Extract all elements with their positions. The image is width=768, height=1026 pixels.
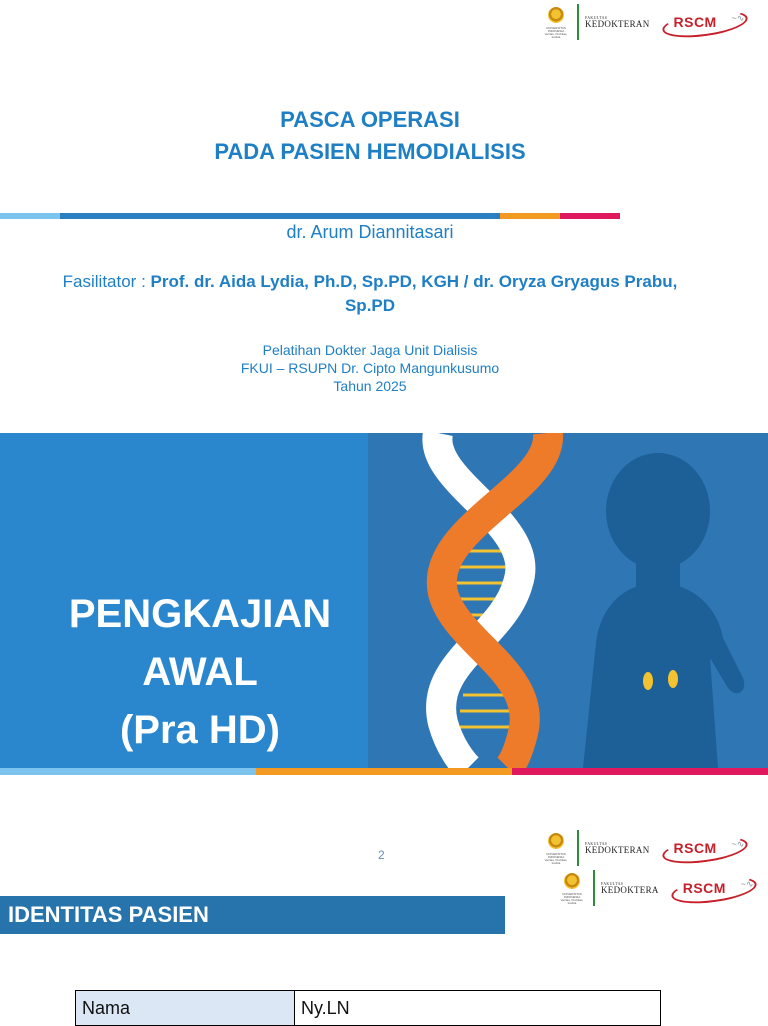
rscm-logo: RSCM ~∿ [662, 835, 748, 861]
stripe-blue [60, 213, 500, 219]
stripe-lightblue [0, 213, 60, 219]
banner-title [30, 585, 370, 759]
slide2-logos-upper [543, 828, 748, 868]
patient-identity-table [75, 990, 661, 1026]
title-line-2: PADA PASIEN HEMODIALISIS [214, 139, 526, 164]
training-line-2: FKUI – RSUPN Dr. Cipto Mangunkusumo [240, 360, 500, 376]
training-line-1: Pelatihan Dokter Jaga Unit Dialisis [262, 342, 478, 358]
banner-stripe-orange [256, 768, 512, 775]
faculty-logo: FAKULTAS KEDOKTERAN [585, 840, 650, 855]
facilitator-label: Fasilitator : [62, 272, 151, 291]
author-name: dr. Arum Diannitasari [286, 222, 454, 242]
university-seal-icon: UNIVERSITAS INDONESIA Veritas, Probitas, Iustitia [543, 5, 569, 39]
header-logos [543, 2, 748, 42]
rscm-logo: RSCM ~∿ [671, 875, 757, 901]
stripe-orange [500, 213, 560, 219]
banner-line-1: PENGKAJIAN [68, 592, 332, 636]
facilitator-names: Prof. dr. Aida Lydia, Ph.D, Sp.PD, KGH / dr. Oryza Gryagus Prabu, Sp.PD [150, 272, 678, 315]
title-line-1: PASCA OPERASI [280, 107, 460, 132]
section-title: IDENTITAS PASIEN [8, 902, 209, 927]
rscm-logo: RSCM ~∿ [662, 9, 748, 35]
faculty-logo: FAKULTAS KEDOKTERAN [585, 14, 650, 29]
slide2-logos-lower [559, 868, 757, 908]
logo-divider [577, 830, 579, 866]
row-label: Nama [76, 991, 295, 1026]
banner-stripe-pink [512, 768, 768, 775]
stripe-pink [560, 213, 620, 219]
slide-title [0, 104, 740, 168]
training-year: Tahun 2025 [333, 378, 407, 394]
banner-stripe-lightblue [0, 768, 256, 775]
section-banner [0, 433, 768, 768]
banner-line-2: AWAL [142, 650, 258, 694]
logo-divider [577, 4, 579, 40]
logo-divider [593, 870, 595, 906]
page-number: 2 [378, 848, 385, 862]
section-header-bar [0, 896, 505, 934]
facilitator [60, 270, 680, 318]
banner-line-3: (Pra HD) [119, 708, 281, 752]
university-seal-icon: UNIVERSITAS INDONESIA Veritas, Probitas, Iustitia [543, 831, 569, 865]
table-row [76, 991, 661, 1026]
row-value: Ny.LN [295, 991, 661, 1026]
faculty-logo: FAKULTAS KEDOKTERA [601, 880, 659, 895]
university-seal-icon: UNIVERSITAS INDONESIA Veritas, Probitas, Iustitia [559, 871, 585, 905]
dna-child-illustration-icon [368, 433, 768, 768]
